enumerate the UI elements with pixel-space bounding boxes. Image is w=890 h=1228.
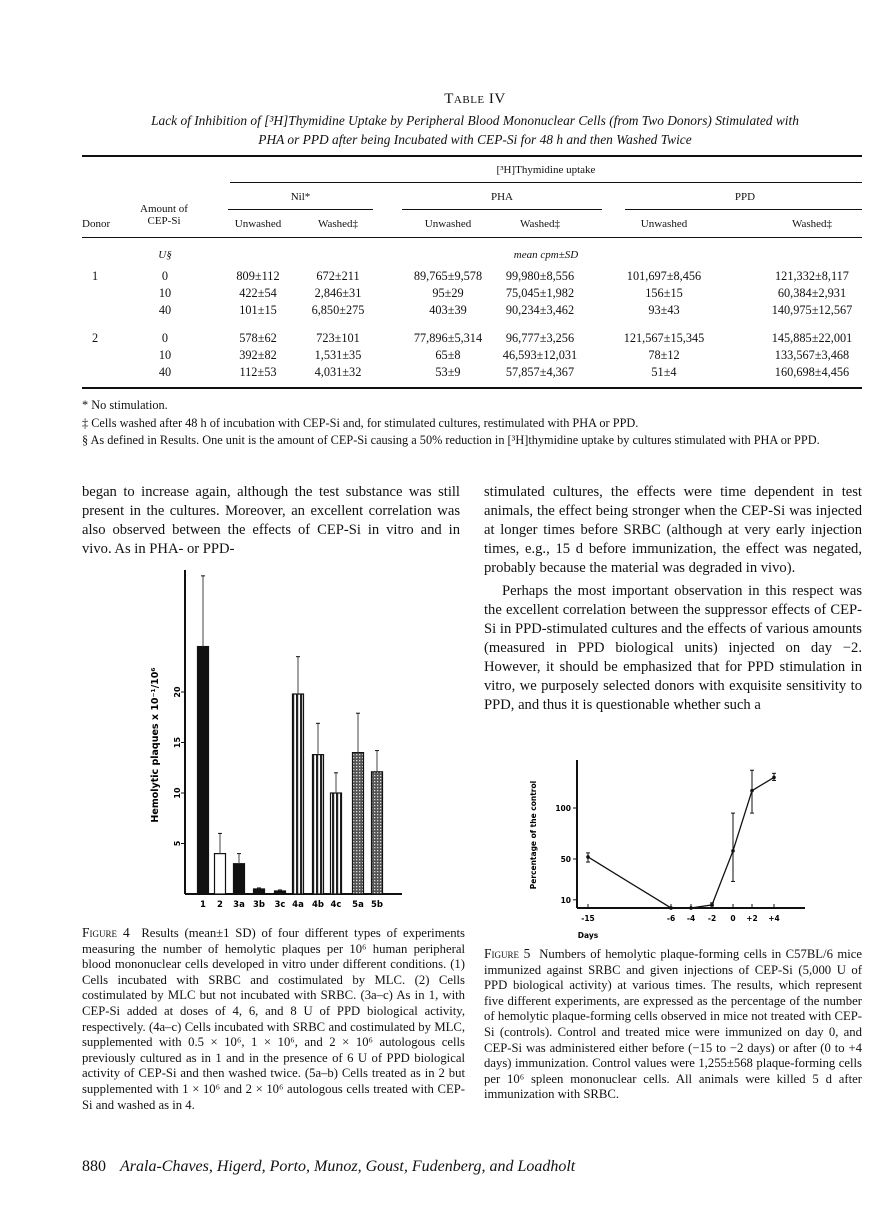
value-cell: 392±82 [239, 348, 277, 362]
spanner-header: [³H]Thymidine uptake [496, 164, 596, 176]
page-number: 880 [82, 1158, 106, 1175]
bar [254, 889, 265, 894]
x-tick-label: 3c [274, 900, 286, 910]
value-cell: 145,885±22,001 [771, 331, 853, 345]
caption-text: Numbers of hemolytic plaque-forming cells in C57BL/6 mice immunized against SRBC and given injections of CEP-Si (5,000 U of PPD biological activity) at various times. The results, which represent five different experiments, are expressed as the percentage of the number of hemolytic plaque-forming cells observed in mice not treated with CEP-Si (controls). Control and treated mice were immunized on day 0, and CEP-Si was administered either before (−15 to −2 days) or after (0 to +4 days) immunization. Control values were 1,255±568 plaque-forming cells per 10⁶ spleen mononuclear cells. All animals were killed 5 d after immunization with SRBC. [484, 947, 862, 1102]
amount-cell: 40 [158, 365, 172, 379]
subcol-header: Washed‡ [317, 218, 359, 230]
footnote: * No stimulation. [82, 398, 168, 412]
footnote: § As defined in Results. One unit is the amount of CEP-Si causing a 50% reduction in [³H]thymidine uptake by cultures stimulated with PHA or PPD. [82, 433, 820, 447]
bar [275, 891, 286, 894]
value-cell: 809±112 [236, 269, 280, 283]
value-cell: 99,980±8,556 [505, 269, 575, 283]
y-tick-label: 20 [173, 686, 182, 698]
bar [215, 854, 226, 894]
spanner-rule [230, 182, 862, 183]
subcol-header: Washed‡ [519, 218, 561, 230]
col-amount [134, 203, 194, 227]
table-caption-line: PHA or PPD after being Incubated with CEP-Si for 48 h and then Washed Twice [258, 132, 692, 147]
group-ppd: PPD [734, 191, 756, 203]
x-axis-label: Days [577, 931, 599, 940]
value-cell: 403±39 [429, 303, 467, 317]
x-tick-label: 4a [292, 900, 304, 910]
table-top-rule [82, 155, 862, 157]
x-tick-label: 3a [233, 900, 245, 910]
figure-5-caption [484, 946, 862, 1103]
group-rule [228, 209, 373, 210]
value-cell: 75,045±1,982 [505, 286, 575, 300]
y-axis-label: Hemolytic plaques x 10⁻¹/10⁶ [150, 667, 161, 823]
x-tick-label: 5a [352, 900, 364, 910]
y-tick-label: 100 [555, 804, 571, 813]
value-cell: 422±54 [239, 286, 277, 300]
table-footnotes [82, 397, 867, 450]
donor-cell: 1 [92, 269, 99, 283]
page-footer [82, 1158, 575, 1176]
x-tick-label: 5b [371, 900, 383, 910]
paragraph: stimulated cultures, the effects were time dependent in test animals, the effect being stronger when the CEP-Si was injected at longer times before SRBC (although at very early injection times, e.g., 15 d before immunization, the effect was negated, probably because the material was degraded in vivo). [484, 484, 862, 576]
group-pha: PHA [490, 191, 513, 203]
table-caption-line: Lack of Inhibition of [³H]Thymidine Uptake by Peripheral Blood Mononuclear Cells (from Two Donors) Stimulated with [151, 113, 799, 128]
donor-cell: 2 [92, 331, 99, 345]
value-cell: 1,531±35 [314, 348, 362, 362]
value-cell: 140,975±12,567 [771, 303, 853, 317]
value-cell: 160,698±4,456 [774, 365, 850, 379]
unit-label: U§ [158, 249, 172, 261]
body-right-column [484, 483, 862, 715]
value-cell: 112±53 [239, 365, 277, 379]
value-cell: 101±15 [239, 303, 277, 317]
col-amount-line: CEP-Si [147, 215, 181, 227]
subcol-header: Unwashed [234, 218, 282, 230]
x-tick-label: 1 [200, 900, 206, 910]
x-tick-label: 3b [253, 900, 265, 910]
value-cell: 2,846±31 [314, 286, 362, 300]
col-amount-line: Amount of [140, 203, 188, 215]
group-rule [402, 209, 602, 210]
value-cell: 89,765±9,578 [413, 269, 483, 283]
bar [353, 753, 364, 894]
y-tick-label: 15 [173, 736, 182, 749]
figure-label: Figure 5 [484, 946, 531, 961]
value-cell: 121,567±15,345 [623, 331, 705, 345]
data-point [669, 906, 673, 910]
body-left-column [82, 483, 460, 559]
value-cell: 95±29 [432, 286, 464, 300]
value-cell: 60,384±2,931 [777, 286, 847, 300]
caption-text: Results (mean±1 SD) of four different types of experiments measuring the number of hemolytic plaques per 10⁶ human peripheral blood mononuclear cells developed in vitro under different conditions. (1) Cells incubated with SRBC and costimulated by MLC. (2) Cells costimulated by MLC but not incubated with SRBC. (3a–c) As in 1, with CEP-Si added at doses of 4, 6, and 8 U of PPD biological activity, respectively. (4a–c) Cells incubated with SRBC and costimulated by MLC, supplemented with 0.5 × 10⁶, 1 × 10⁶, and 2 × 10⁶ autologous cells previously cultured as in 1 and in the presence of 6 U of PPD biological activity of CEP-Si and then washed twice. (5a–b) Cells treated as in 2 but supplemented with 1 × 10⁶ and 2 × 10⁶ autologous cells treated with CEP-Si and washed as in 4. [82, 926, 465, 1112]
x-tick-label: 4c [330, 900, 342, 910]
paragraph: Perhaps the most important observation in this respect was the excellent correlation between the suppressor effects of CEP-Si in PPD-stimulated cultures and the effects of various amounts (measured in PPD biological units) injected on day −2. However, it should be emphasized that for PPD stimulation in vitro, we purposely selected donors with exquisite sensitivity to PPD, and thus it is questionable whether such a [484, 583, 862, 713]
y-tick-label: 10 [173, 787, 182, 799]
value-cell: 4,031±32 [314, 365, 362, 379]
amount-cell: 40 [158, 303, 172, 317]
x-tick-label: -2 [707, 914, 717, 923]
value-cell: 51±4 [651, 365, 677, 379]
value-cell: 46,593±12,031 [502, 348, 578, 362]
paragraph: began to increase again, although the test substance was still present in the cultures. Moreover, an excellent correlation was also observed between the effects of CEP-Si in vitro and in vivo. As in PHA- or PPD- [82, 484, 460, 557]
figure-4-bar-chart [140, 565, 405, 915]
bar [331, 793, 342, 894]
x-tick-label: 4b [312, 900, 324, 910]
bar [234, 864, 245, 894]
figure-4-caption [82, 925, 465, 1113]
running-authors: Arala-Chaves, Higerd, Porto, Munoz, Goust, Fudenberg, and Loadholt [120, 1158, 576, 1175]
footnote: ‡ Cells washed after 48 h of incubation with CEP-Si and, for stimulated cultures, restimulated with PHA or PPD. [82, 415, 639, 430]
value-cell: 101,697±8,456 [626, 269, 702, 283]
y-axis-label: Percentage of the control [529, 780, 538, 890]
value-cell: 93±43 [648, 303, 680, 317]
header-bottom-rule [82, 237, 862, 238]
bar [198, 647, 209, 894]
bar [313, 755, 324, 894]
bar [372, 772, 383, 894]
figure-5-line-chart [520, 755, 810, 945]
value-cell: 156±15 [645, 286, 683, 300]
value-cell: 578±62 [239, 331, 277, 345]
amount-cell: 0 [161, 331, 169, 345]
value-cell: 57,857±4,367 [505, 365, 575, 379]
x-tick-label: -6 [666, 914, 676, 923]
x-tick-label: 2 [217, 900, 223, 910]
value-cell: 723±101 [316, 331, 360, 345]
value-cell: 90,234±3,462 [505, 303, 575, 317]
bar [293, 694, 304, 894]
value-cell: 672±211 [316, 269, 360, 283]
subcol-header: Unwashed [640, 218, 688, 230]
value-cell: 133,567±3,468 [774, 348, 850, 362]
table-caption [80, 111, 870, 149]
value-cell: 6,850±275 [311, 303, 365, 317]
table-title: Table IV [444, 91, 506, 107]
group-rule [625, 209, 862, 210]
value-cell: 96,777±3,256 [505, 331, 575, 345]
data-point [689, 906, 693, 910]
subcol-header: Washed‡ [791, 218, 833, 230]
x-tick-label: +2 [746, 914, 758, 923]
x-tick-label: +4 [768, 914, 780, 923]
x-tick-label: -15 [581, 914, 595, 923]
amount-cell: 0 [161, 269, 169, 283]
subcol-header: Unwashed [424, 218, 472, 230]
measure-label: mean cpm±SD [513, 249, 579, 261]
series-line [588, 777, 774, 908]
value-cell: 78±12 [648, 348, 680, 362]
group-nil: Nil* [290, 191, 311, 203]
x-tick-label: -4 [686, 914, 696, 923]
x-tick-label: 0 [730, 914, 736, 923]
value-cell: 121,332±8,117 [775, 269, 849, 283]
figure-label: Figure 4 [82, 925, 130, 940]
table-bottom-rule [82, 387, 862, 389]
y-tick-label: 50 [560, 855, 571, 864]
y-tick-label: 10 [560, 895, 571, 905]
value-cell: 77,896±5,314 [413, 331, 483, 345]
value-cell: 65±8 [435, 348, 461, 362]
col-donor: Donor [82, 218, 111, 230]
y-tick-label: 5 [173, 840, 182, 847]
value-cell: 53±9 [435, 365, 461, 379]
amount-cell: 10 [158, 286, 172, 300]
amount-cell: 10 [158, 348, 172, 362]
